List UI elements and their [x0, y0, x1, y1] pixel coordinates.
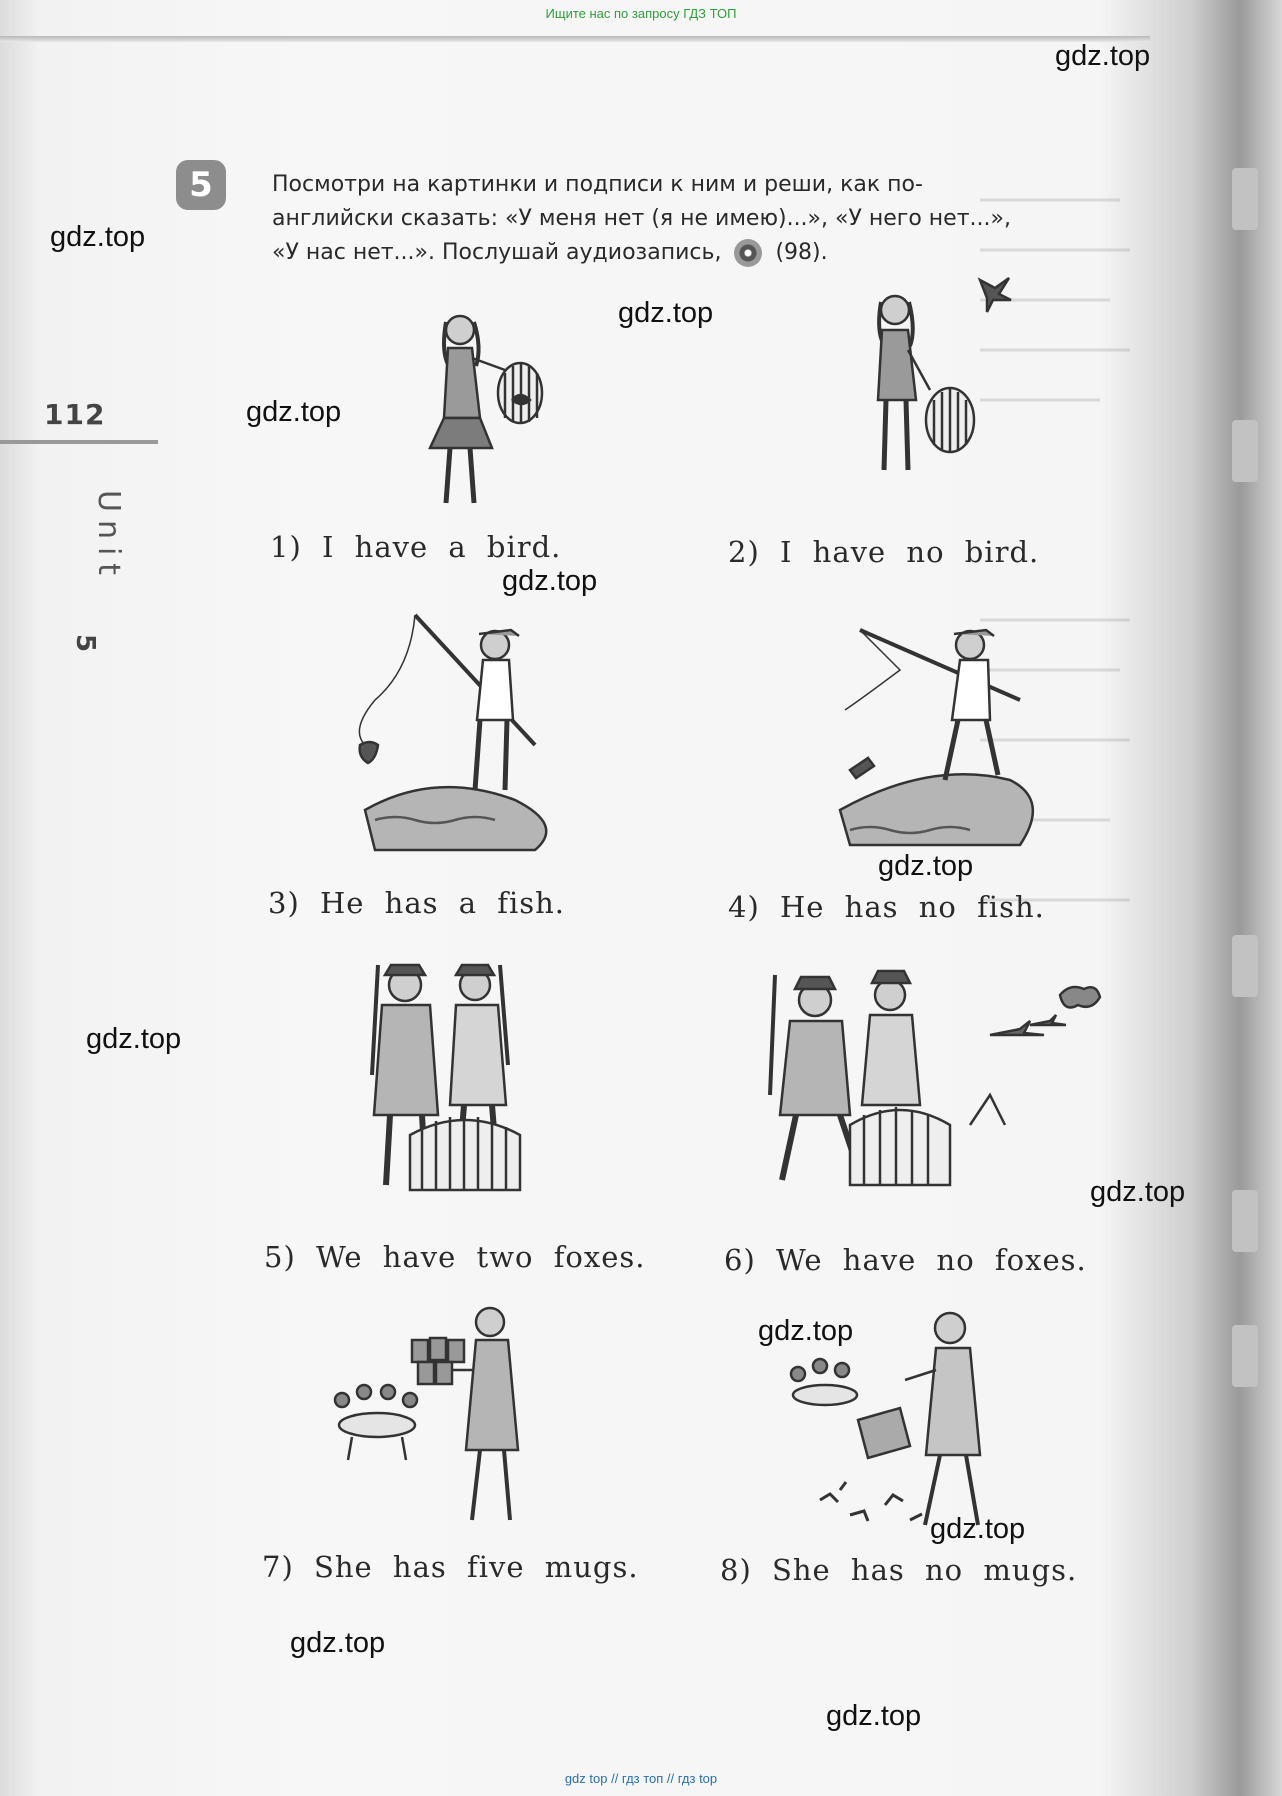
picture-hunters-with-foxes	[360, 955, 550, 1200]
caption-7: 7) She has five mugs.	[262, 1550, 639, 1584]
top-banner[interactable]: Ищите нас по запросу ГДЗ ТОП	[545, 6, 737, 21]
page-top-edge	[0, 36, 1150, 42]
page-edge-tab	[1232, 1325, 1258, 1387]
watermark: gdz.top	[50, 221, 146, 253]
instruction-line-with-audio	[272, 236, 1162, 270]
watermark: gdz.top	[826, 1700, 922, 1732]
unit-label: Unit	[91, 490, 126, 584]
watermark: gdz.top	[930, 1513, 1026, 1545]
watermark: gdz.top	[86, 1023, 182, 1055]
watermark: gdz.top	[878, 850, 974, 882]
picture-girl-empty-cage	[850, 270, 1020, 505]
picture-boy-fish-escaping	[820, 610, 1050, 850]
picture-boy-with-fish	[355, 610, 575, 855]
caption-5: 5) We have two foxes.	[264, 1240, 646, 1274]
watermark: gdz.top	[758, 1315, 854, 1347]
caption-6: 6) We have no foxes.	[724, 1243, 1087, 1277]
watermark: gdz.top	[502, 565, 598, 597]
caption-2: 2) I have no bird.	[728, 535, 1040, 569]
watermark: gdz.top	[246, 396, 342, 428]
page-edge-tab	[1232, 168, 1258, 230]
page-number: 112	[44, 398, 106, 431]
watermark: gdz.top	[618, 297, 714, 329]
caption-1: 1) I have a bird.	[270, 530, 562, 564]
page-number-rule	[0, 440, 158, 444]
footer-links[interactable]: gdz top // гдз топ // гдз top	[564, 1771, 718, 1786]
unit-number: 5	[70, 634, 100, 653]
watermark: gdz.top	[290, 1627, 386, 1659]
picture-girl-with-bird	[400, 308, 560, 513]
exercise-instructions	[272, 168, 1162, 270]
page-edge-tab	[1232, 420, 1258, 482]
audio-disc-icon[interactable]	[734, 239, 762, 267]
picture-hunters-no-foxes	[760, 955, 1105, 1195]
exercise-number-badge: 5	[176, 160, 226, 210]
page-edge-tab	[1232, 935, 1258, 997]
instruction-line: «У нас нет...». Послушай аудиозапись,	[272, 240, 722, 265]
watermark: gdz.top	[1090, 1176, 1186, 1208]
caption-4: 4) He has no fish.	[728, 890, 1045, 924]
watermark: gdz.top	[1055, 40, 1151, 72]
caption-8: 8) She has no mugs.	[720, 1553, 1078, 1587]
caption-3: 3) He has a fish.	[268, 886, 566, 920]
page-edge-tab	[1232, 1190, 1258, 1252]
instruction-line: английски сказать: «У меня нет (я не имею)...», «У него нет...»,	[272, 206, 1011, 231]
audio-reference: (98).	[775, 240, 828, 265]
instruction-line: Посмотри на картинки и подписи к ним и реши, как по-	[272, 172, 923, 197]
picture-waitress-with-mugs	[322, 1300, 532, 1530]
